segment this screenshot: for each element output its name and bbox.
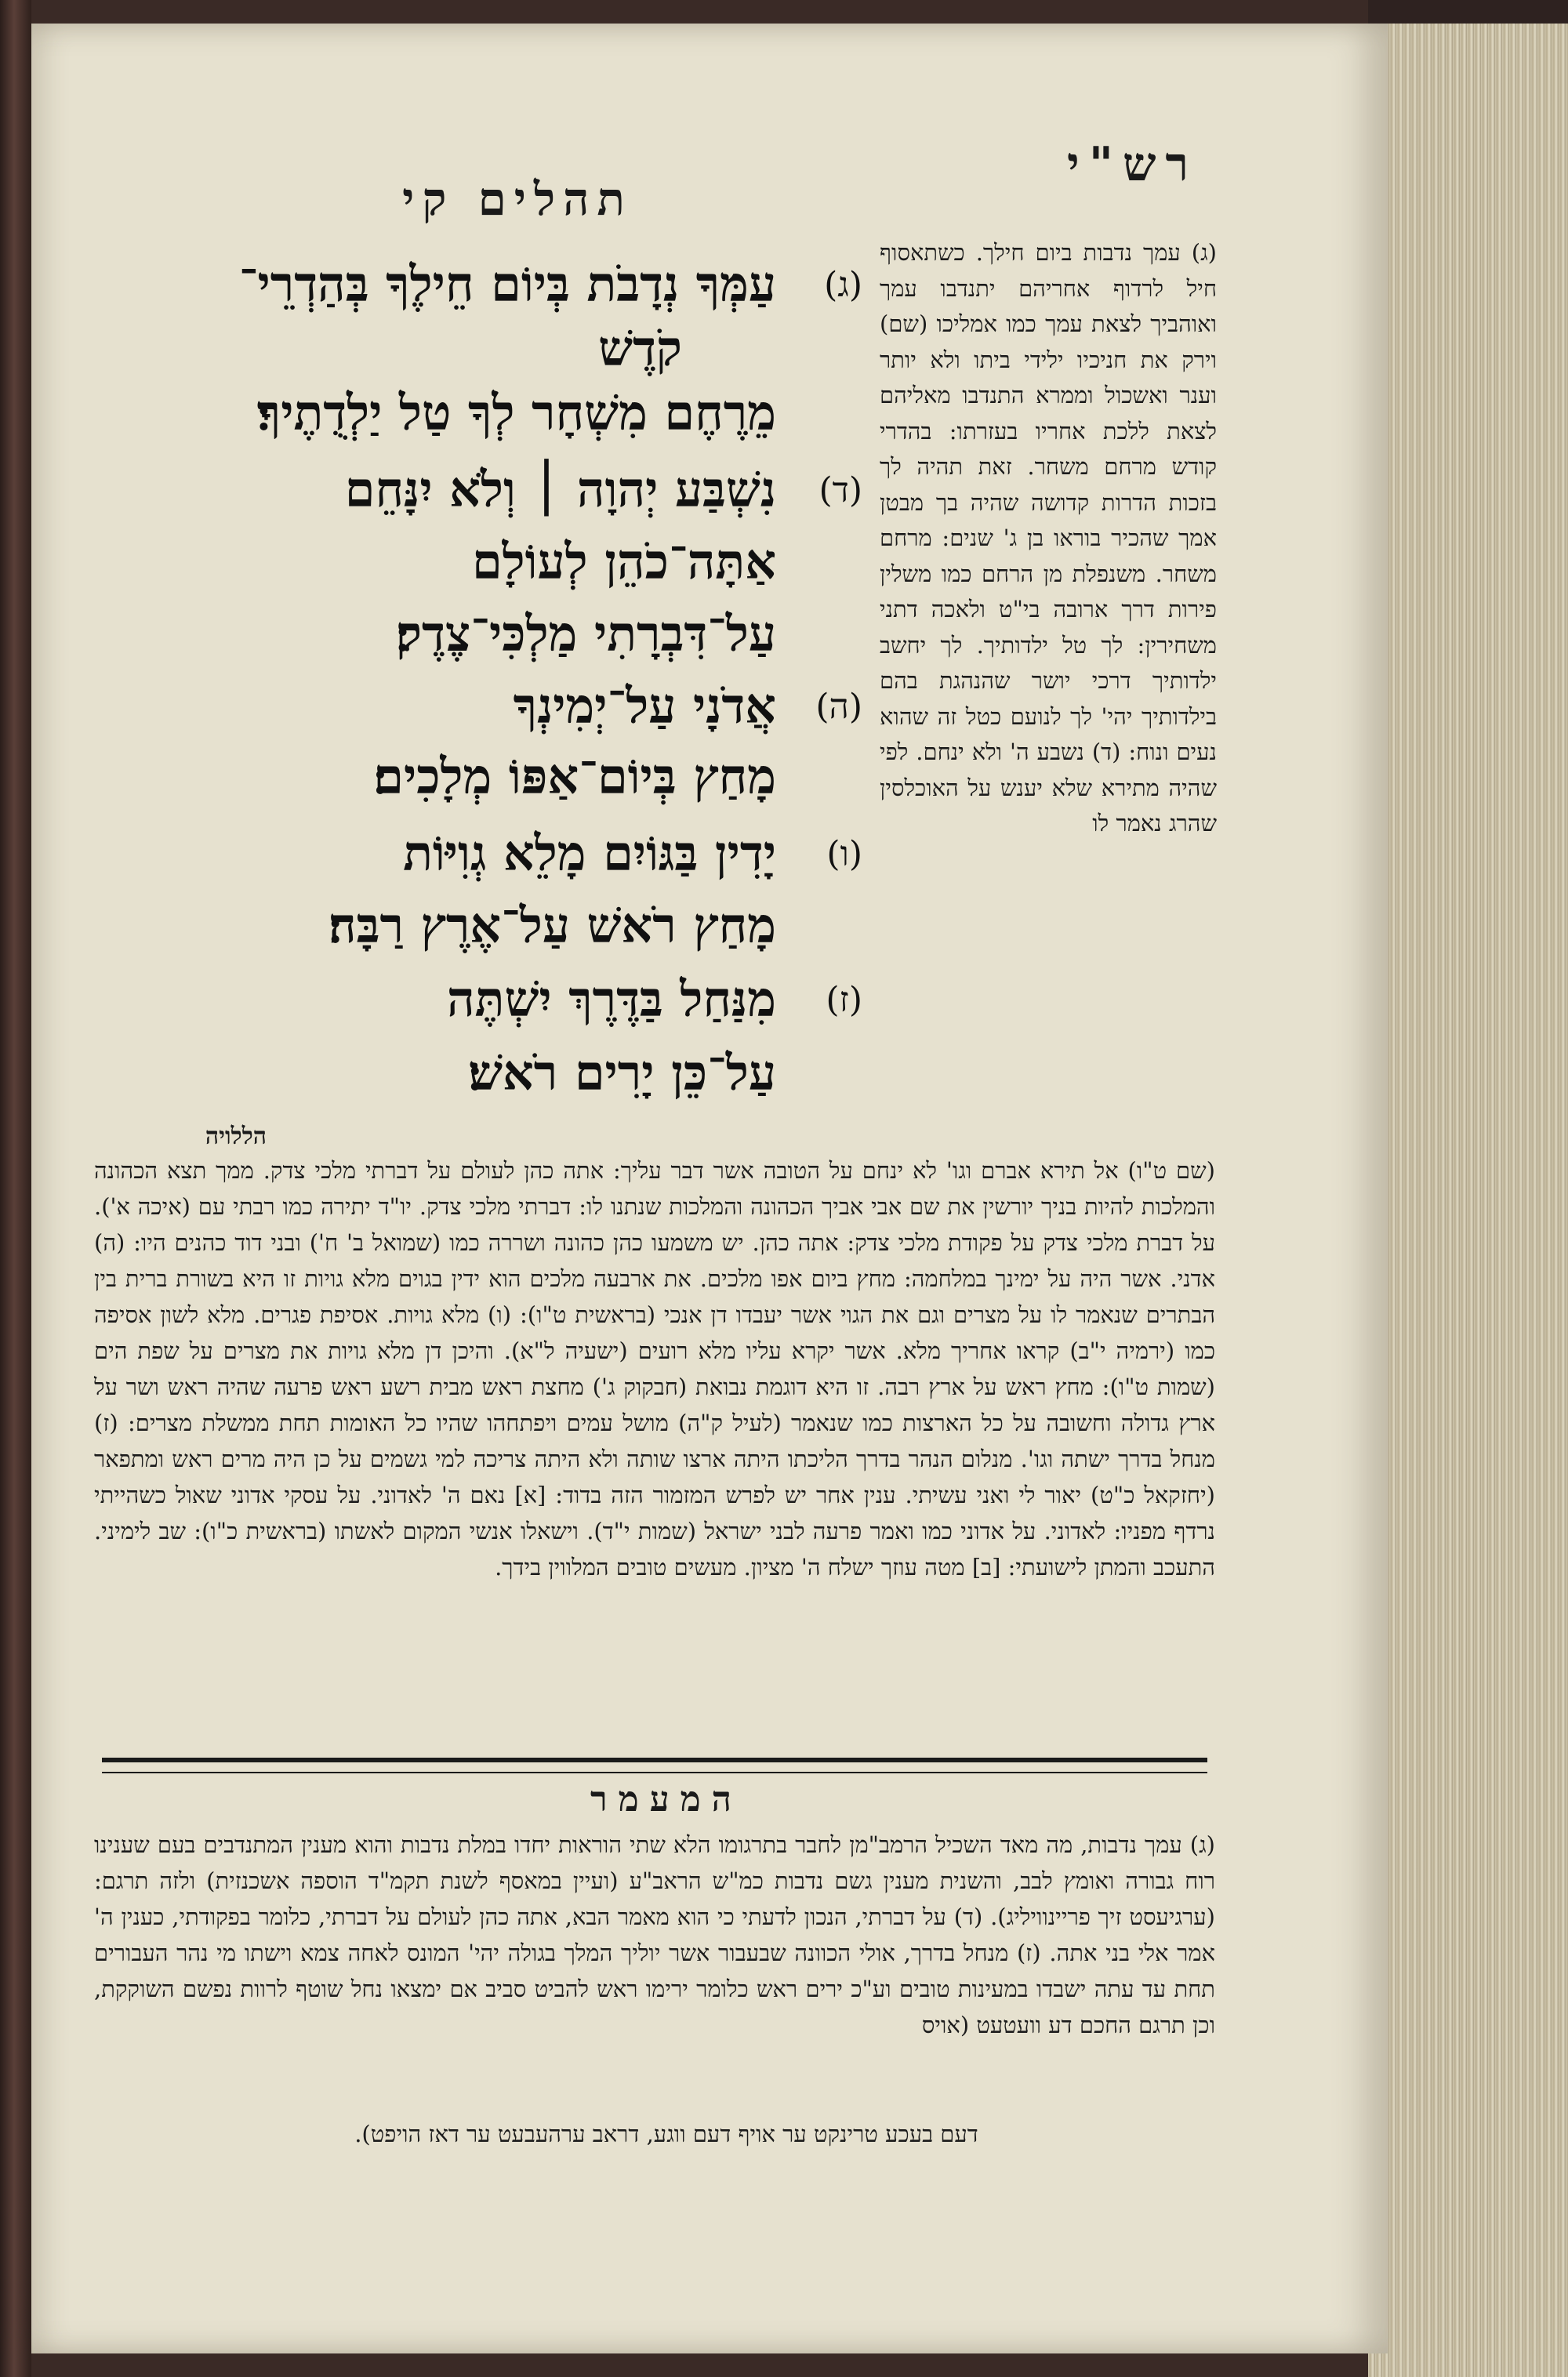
verse-number: (ג)	[824, 265, 862, 305]
verse-number: (ז)	[826, 980, 862, 1020]
verse-line: עַל־כֵּן יָרִים רֹאשׁ׃	[468, 1044, 776, 1101]
meamer-heading: המעמר	[590, 1780, 742, 1820]
verse-line: יָדִין בַּגּוֹיִם מָלֵא גְוִיּוֹת	[403, 825, 776, 882]
verse-number: (ד)	[818, 470, 862, 510]
verse-line: קֹדֶשׁ	[598, 320, 682, 377]
verse-number: (ה)	[815, 687, 862, 727]
page-stack-shadow	[1368, 0, 1568, 24]
verse-line: עַמְּךָ נְדָבֹת בְּיוֹם חֵילֶךָ בְּהַדְרֵי־	[238, 256, 776, 313]
meamer-commentary: (ג) עמך נדבות, מה מאד השכיל הרמב"מן לחבר בתרגומו הלא שתי הוראות יחדו במלת נדבות והוא מענין המתנדבים בעם שענינו רוח גבורה ואומץ לבב, והשנית מענין גשם נדבות כמ"ש הראב"ע (ועיין במאסף לשנת תקמ"ד הוספה אשכנזית) ולזה תרגם: (ערגיעסט זיך פריינוויליג). (ד) על דברתי, הנכון לדעתי כי הוא מאמר הבא, אתה כהן לעולם על דברתי, כלומר בפקודתי, כענין ה' אמר אלי בני אתה. (ז) מנחל בדרך, אולי הכוונה שבעבור אשר יוליך המלך בגולה יהי' המונס לאחה צמא וישתו מי נהר העבורים תחת עד עתה ישבדו במעינות טובים וע"כ ירים ראש כלומר ירימו ראש להביט סביב אם ימצאו נחל שוטף לרוות נפשם השוקקת, וכן תרגם החכם דע וועטעט (אויס	[94, 1831, 1215, 2038]
psalm-title: תהלים קי	[402, 172, 633, 226]
verse-line: אַתָּה־כֹהֵן לְעוֹלָם	[471, 533, 776, 590]
page-stack-edge	[1368, 0, 1568, 2377]
verse-line: מֵרֶחֶם מִשְׁחָר לְךָ טַל יַלְדֻתֶיךָ׃	[256, 384, 776, 441]
verse-line: מָחַץ בְּיוֹם־אַפּוֹ מְלָכִים׃	[373, 748, 776, 805]
verse-line: מִנַּחַל בַּדֶּרֶךְ יִשְׁתֶּה	[446, 971, 776, 1028]
psalm-text-block	[71, 235, 862, 1129]
verse-line: עַל־דִּבְרָתִי מַלְכִּי־צֶדֶק׃	[395, 605, 776, 662]
rashi-heading: רש"י	[1067, 137, 1198, 192]
verse-line: נִשְׁבַּע יְהוָה ׀ וְלֹא יִנָּחֵם	[344, 461, 776, 518]
book-binding	[0, 0, 31, 2377]
meamer-last-line: דעם בעכע טרינקט ער אויף דעם ווגע, דראב ערהעבעט ער דאז הויפט).	[354, 2121, 978, 2147]
section-divider	[102, 1758, 1207, 1773]
hallelujah-label: הללויה	[205, 1123, 267, 1150]
verse-line: אֲדֹנָי עַל־יְמִינְךָ	[513, 677, 776, 735]
rashi-commentary-column: (ג) עמך נדבות ביום חילך. כשתאסוף חיל לרדוף אחריהם יתנדבו עמך ואוהביך לצאת עמך כמו אמליכו (שם) וירק את חניכיו ילידי ביתו ולא יותר וענר ואשכול וממרא התנדבו מאליהם לצאת ללכת אחריו בעזרתו: בהדרי קודש מרחם משחר. זאת תהיה לך בזכות הדרות קדושה שהיה בך מבטן אמך שהכיר בוראו בן ג' שנים: מרחם משחר. משנפלת מן הרחם כמו משלין פירות דרך ארובה בי"ט ולאכה דתני משחירין: לך טל ילדותיך. לך יחשב ילדותיך דרכי יושר שהנהגת בהם בילדותיך יהי' לך לנועם כטל זה שהוא נעים ונוח: (ד) נשבע ה' ולא ינחם. לפי שהיה מתירא שלא יענש על האוכלסין שהרג נאמר לו	[880, 239, 1217, 836]
verse-line: מָחַץ רֹאשׁ עַל־אֶרֶץ רַבָּה׃	[328, 897, 776, 954]
verse-number: (ו)	[826, 834, 862, 874]
rashi-commentary-continued: (שם ט"ו) אל תירא אברם וגו' לא ינחם על הטובה אשר דבר עליך: אתה כהן לעולם על דברתי מלכי צדק. ממך תצא הכהונה והמלכות להיות בניך יורשין את שם אבי אביך הכהונה והמלכות שנתנו לו: דברתי מלכי צדק. יו"ד יתירה כמו רבתי עם (איכה א'). על דברת מלכי צדק על פקודת מלכי צדק: אתה כהן. יש משמעו כהן כהונה ושררה כמו (שמואל ב' ח') ובני דוד כהנים היו: (ה) אדני. אשר היה על ימינך במלחמה: מחץ ביום אפו מלכים. את ארבעה מלכים הוא ידין בגוים מלא גויות זו היא בשורת ברית בין הבתרים שנאמר לו על מצרים וגם את הגוי אשר יעבדו דן אנכי (בראשית ט"ו): (ו) מלא גויות. אסיפת פגרים. מלא לשון אסיפה כמו (ירמיה י"ב) קראו אחריך מלא. אשר יקרא עליו מלא רועים (ישעיה ל"א). והיכן דן מלא גויות את מצרים על שפת הים (שמות ט"ו): מחץ ראש על ארץ רבה. זו היא דוגמת נבואת (חבקוק ג') מחצת ראש מבית רשע ראש פרעה שהיה ראש ושר על ארץ גדולה וחשובה על כל הארצות כמו שנאמר (לעיל ק"ה) מושל עמים ויפתחהו שהיו כל האומות תחת ממשלת מצרים: (ז) מנחל בדרך ישתה וגו'. מנלום הנהר בדרך הליכתו היתה ארצו שותה ולא היתה צריכה למי גשמים על כן היה מרים ראש ומתפאר (יחזקאל כ"ט) יאור לי ואני עשיתי. ענין אחר יש לפרש המזמור הזה בדוד: [א] נאם ה' לאדוני. על עסקי אדוני שאול כשהייתי נרדף מפניו: לאדוני. על אדוני כמו ואמר פרעה לבני ישראל (שמות י"ד). וישאלו אנשי המקום לאשתו (בראשית כ"ו): שב לימיני. התעכב והמתן לישועתי: [ב] מטה עוזך ישלח ה' מציון. מעשים טובים המלווין בידך.	[94, 1157, 1215, 1580]
